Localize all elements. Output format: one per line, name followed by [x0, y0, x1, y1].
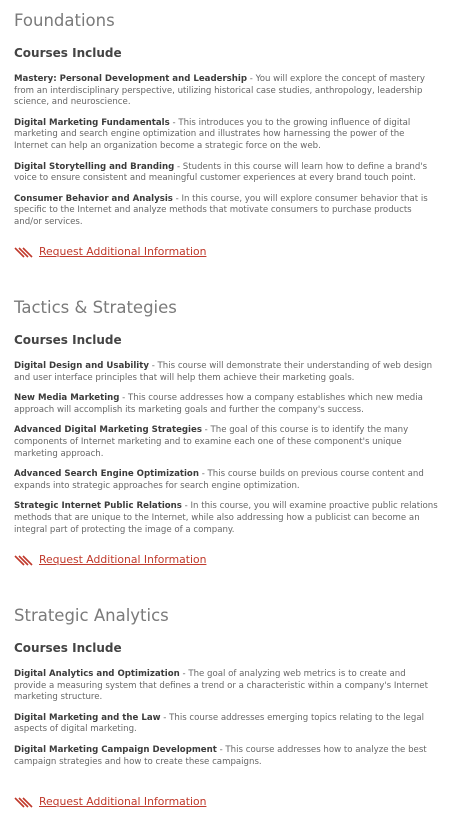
course-item — [14, 713, 438, 736]
course-name: Consumer Behavior and Analysis — [14, 193, 173, 204]
course-description: - This course addresses how a company establishes which new media approach will accomplish its marketing goals and further the company's success. — [14, 393, 423, 415]
course-name: Mastery: Personal Development and Leadership — [14, 74, 248, 84]
section-title: Tactics & Strategies — [14, 298, 177, 317]
request-info-cta-foundations — [14, 245, 206, 259]
diagonal-stripes-icon — [14, 555, 33, 566]
course-item — [14, 74, 438, 109]
course-name: Advanced Digital Marketing Strategies — [14, 425, 202, 436]
course-item — [14, 393, 438, 416]
course-item — [14, 745, 438, 768]
course-item — [14, 194, 438, 229]
course-name: Advanced Search Engine Optimization — [14, 469, 199, 480]
request-info-cta-analytics — [14, 795, 206, 809]
course-item — [14, 118, 438, 153]
section-subtitle: Courses Include — [14, 333, 122, 347]
course-item — [14, 469, 438, 492]
course-description: - In this course, you will examine proactive public relations methods that are unique to the Internet, while also addressing how a publicist can become an integral part of protecting the image of a company. — [14, 501, 438, 535]
course-name: Digital Analytics and Optimization — [14, 669, 180, 679]
section-strategic-analytics — [14, 605, 438, 777]
course-description: - You will explore the concept of mastery from an interdisciplinary perspective, utilizing historical case studies, anthropology, leadership science, and neuroscience. — [14, 74, 425, 108]
section-title: Strategic Analytics — [14, 606, 169, 625]
course-name: Digital Design and Usability — [14, 361, 149, 371]
section-subtitle: Courses Include — [14, 46, 122, 60]
course-item — [14, 162, 438, 185]
course-description: - In this course, you will explore consumer behavior that is specific to the Internet and analyze methods that motivate consumers to purchase products and/or services. — [14, 193, 428, 227]
section-subtitle: Courses Include — [14, 641, 122, 655]
diagonal-stripes-icon — [14, 247, 33, 258]
course-list — [14, 74, 438, 229]
section-title: Foundations — [14, 11, 115, 30]
course-item — [14, 501, 438, 536]
course-list — [14, 361, 438, 536]
course-name: Digital Storytelling and Branding — [14, 161, 175, 172]
course-name: Digital Marketing and the Law — [14, 712, 161, 723]
course-description: - This course addresses emerging topics relating to the legal aspects of digital marketing. — [14, 712, 424, 735]
request-info-link[interactable]: Request Additional Information — [39, 553, 207, 566]
course-description: - The goal of this course is to identify the many components of Internet marketing and to examine each one of these component's unique marketing approach. — [14, 425, 409, 459]
course-description: - The goal of analyzing web metrics is to create and provide a measuring system that defines a trend or a characteristic within a company's Internet marketing structure. — [14, 669, 428, 703]
request-info-link[interactable]: Request Additional Information — [39, 795, 207, 808]
course-item — [14, 361, 438, 384]
course-list — [14, 669, 438, 768]
course-description: - This course will demonstrate their understanding of web design and user interface principles that will help them achieve their marketing goals. — [14, 361, 433, 383]
course-description: - This course addresses how to analyze the best campaign strategies and how to create these campaigns. — [14, 744, 427, 767]
course-item — [14, 669, 438, 704]
section-tactics-strategies — [14, 297, 438, 545]
course-description: - This introduces you to the growing influence of digital marketing and search engine optimization and illustrates how harnessing the power of the Internet can help an organization become a strategic force on the web. — [14, 117, 411, 151]
request-info-link[interactable]: Request Additional Information — [39, 245, 207, 258]
course-name: Digital Marketing Fundamentals — [14, 117, 170, 128]
course-description: - Students in this course will learn how to define a brand's voice to ensure consistent and meaningful customer experiences at every brand touch point. — [14, 161, 428, 184]
course-item — [14, 425, 438, 460]
course-description: - This course builds on previous course content and expands into strategic approaches for search engine optimization. — [14, 469, 424, 491]
request-info-cta-tactics — [14, 553, 206, 567]
diagonal-stripes-icon — [14, 797, 33, 808]
section-foundations — [14, 10, 438, 238]
course-name: Digital Marketing Campaign Development — [14, 744, 217, 755]
course-name: New Media Marketing — [14, 393, 120, 404]
course-name: Strategic Internet Public Relations — [14, 501, 182, 512]
